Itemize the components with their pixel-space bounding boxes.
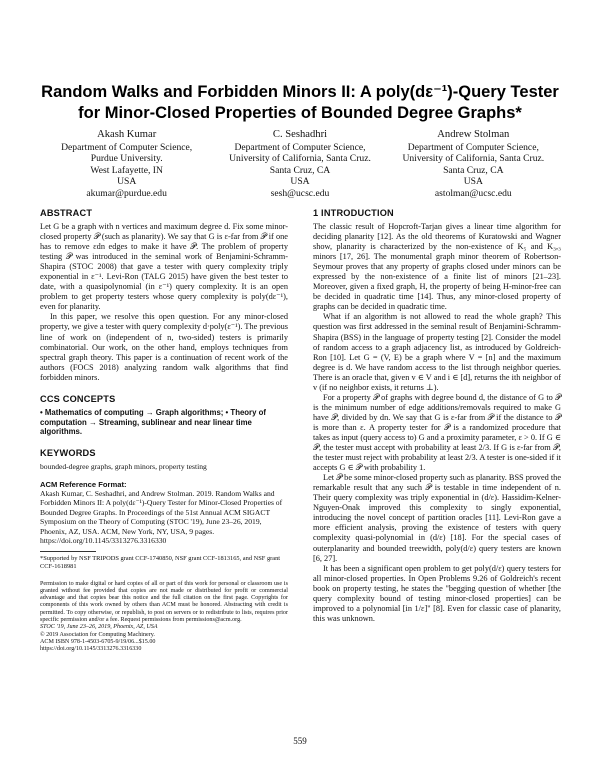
footnote-rule [40,551,96,552]
author-name: C. Seshadhri [272,129,328,140]
author-affiliation-line: Department of Computer Science, [234,141,366,153]
author-affiliation-line: West Lafayette, IN [90,164,163,176]
author-affiliation-line: USA [290,176,310,188]
copyright-line: © 2019 Association for Computing Machinery. [40,631,155,638]
author-affiliation-line: Santa Cruz, CA [269,164,331,176]
introduction-heading: 1 INTRODUCTION [313,208,394,218]
author-affiliation-line: USA [463,176,483,188]
author-affiliation-line: USA [117,176,137,188]
author-name: Akash Kumar [97,129,157,140]
intro-paragraph-2: What if an algorithm is not allowed to read the whole graph? This question was first addressed in the seminal result of Benjamini-Schramm-Shapira (BSS) in the language of property testing [2]. Consider the model of random access to a graph adjacency list, as introduced by Goldreich-Ron [10]. Let G = (V, E) be a graph where V = [n] and the maximum degree is d. We have random access to the list through neighbor queries. There is an oracle that, given v ∈ V and i ∈ [d], returns the ith neighbor of v (if no neighbor exists, it returns ⊥). [313,312,561,392]
left-column [40,207,288,654]
keywords-text: bounded-degree graphs, graph minors, property testing [40,462,207,472]
intro-paragraph-1: The classic result of Hopcroft-Tarjan gives a linear time algorithm for deciding planarity [12]. As the old theorems of Kuratowski and Wagner show, planarity is characterized by the non-existence of K₅ and K₃,₃ minors [17, 26]. The monumental graph minor theorem of Robertson-Seymour proves that any property of graphs closed under minors can be expressed by the non-existence of a finite list of minors [21–23]. Moreover, given a fixed graph, H, the property of being H-minor-free can be decided in quadratic time [14]. Thus, any minor-closed property of graphs can be decided in quadratic time. [313,222,561,312]
venue-line: STOC '19, June 23–26, 2019, Phoenix, AZ, USA [40,624,158,631]
funding-footnote: *Supported by NSF TRIPODS grant CCF-1740850, NSF grant CCF-1813165, and NSF grant CCF-1618981 [40,555,281,570]
author-block [40,129,560,200]
abstract-paragraph-2: In this paper, we resolve this open question. For any minor-closed property, we give a tester with query complexity d·poly(ε⁻¹). The previous line of work on (independent of n, two-sided) testers is primarily combinatorial. Our work, on the other hand, employs techniques from spectral graph theory. This paper is a continuation of recent work of the authors (FOCS 2018) analyzing random walk algorithms that find forbidden minors. [40,312,288,382]
author-3 [387,129,560,200]
paper-title: Random Walks and Forbidden Minors II: A poly(dε⁻¹)-Query Tester for Minor-Closed Properties of Bounded Degree Graphs* [41,83,559,122]
intro-paragraph-3: For a property 𝒫 of graphs with degree bound d, the distance of G to 𝒫 is the minimum number of edge additions/removals required to make G have 𝒫, divided by dn. We say that G is ε-far from 𝒫 if the distance to 𝒫 is more than ε. A property tester for 𝒫 is a randomized procedure that takes as input (query access to) G and a proximity parameter, ε > 0. If G ∈ 𝒫, the tester must accept with probability at least 2/3. If G is ε-far from 𝒫, the tester must reject with probability at least 2/3. A tester is one-sided if it accepts G ∈ 𝒫 with probability 1. [313,392,561,473]
intro-paragraph-4: Let 𝒫 be some minor-closed property such as planarity. BSS proved the remarkable result that any such 𝒫 is testable in time independent of n. Their query complexity was triply exponential in (d/ε). Hassidim-Kelner-Nguyen-Onak improved this complexity to singly exponential, introducing the novel concept of partition oracles [11]. Levi-Ron gave a more efficient analysis, proving the existence of testers with query complexity quasi-polynomial in (d/ε) [18]. For the special cases of outerplanarity and bounded treewidth, poly(d/ε) query testers are known [6, 27]. [313,473,561,563]
author-email[interactable]: astolman@ucsc.edu [434,187,512,199]
isbn-line: ACM ISBN 978-1-4503-6705-9/19/06...$15.00 [40,638,156,645]
abstract-heading: ABSTRACT [40,208,93,218]
ccs-heading: CCS CONCEPTS [40,393,116,404]
intro-paragraph-5: It has been a significant open problem to get poly(d/ε) query testers for all minor-closed properties. In Open Problems 9.26 of Goldreich's recent book on property testing, he states the "begging question of whether [the query complexity bound of testing minor-closed properties] can be improved to a polynomial [in 1/ε]" [8]. Even for classic case of planarity, this was unknown. [313,563,561,623]
author-affiliation-line: Department of Computer Science, [61,141,193,153]
author-affiliation-line: University of California, Santa Cruz. [229,153,371,165]
permission-notice: Permission to make digital or hard copies of all or part of this work for personal or classroom use is granted without fee provided that copies are not made or distributed for profit or commercial advantage and that copies bear this notice and the full citation on the first page. Copyrights for components of this work owned by others than ACM must be honored. Abstracting with credit is permitted. To copy otherwise, or republish, to post on servers or to redistribute to lists, requires prior specific permission and/or a fee. Request permissions from permissions@acm.org. [40,580,288,624]
keywords-heading: KEYWORDS [40,448,96,459]
reference-format-text: Akash Kumar, C. Seshadhri, and Andrew Stolman. 2019. Random Walks and Forbidden Minors II: A poly(dε⁻¹)-Query Tester for Minor-Closed Properties of Bounded Degree Graphs. In Proceedings of the 51st Annual ACM SIGACT Symposium on the Theory of Computing (STOC '19), June 23–26, 2019, Phoenix, AZ, USA. ACM, New York, NY, USA, 9 pages. https://doi.org/10.1145/3313276.3316330 [40,488,283,545]
author-affiliation-line: University of California, Santa Cruz. [402,153,545,165]
page-number: 559 [293,736,307,746]
author-email[interactable]: sesh@ucsc.edu [270,187,330,199]
ccs-concepts: • Mathematics of computing → Graph algorithms; • Theory of computation → Streaming, sublinear and near linear time algorithms. [40,407,266,437]
author-name: Andrew Stolman [437,129,510,140]
doi-link[interactable]: https://doi.org/10.1145/3313276.3316330 [40,646,142,653]
author-1 [40,129,213,200]
author-email[interactable]: akumar@purdue.edu [86,187,167,199]
author-2 [213,129,386,200]
abstract-paragraph-1: Let G be a graph with n vertices and maximum degree d. Fix some minor-closed property 𝒫 (such as planarity). We say that G is ε-far from 𝒫 if one has to remove εdn edges to make it have 𝒫. The problem of property testing 𝒫 was introduced in the seminal work of Benjamini-Schramm-Shapira (STOC 2008) that gave a tester with query complexity triply exponential in ε⁻¹. Levi-Ron (TALG 2015) have given the best tester to date, with a quasipolynomial (in ε⁻¹) query complexity. It is an open problem to get property testers whose query complexity is poly(dε⁻¹), even for planarity. [40,222,288,312]
author-affiliation-line: Purdue University. [90,153,163,165]
reference-format-heading: ACM Reference Format: [40,479,127,489]
author-affiliation-line: Santa Cruz, CA [443,164,504,176]
author-affiliation-line: Department of Computer Science, [407,141,539,153]
right-column [313,207,561,624]
